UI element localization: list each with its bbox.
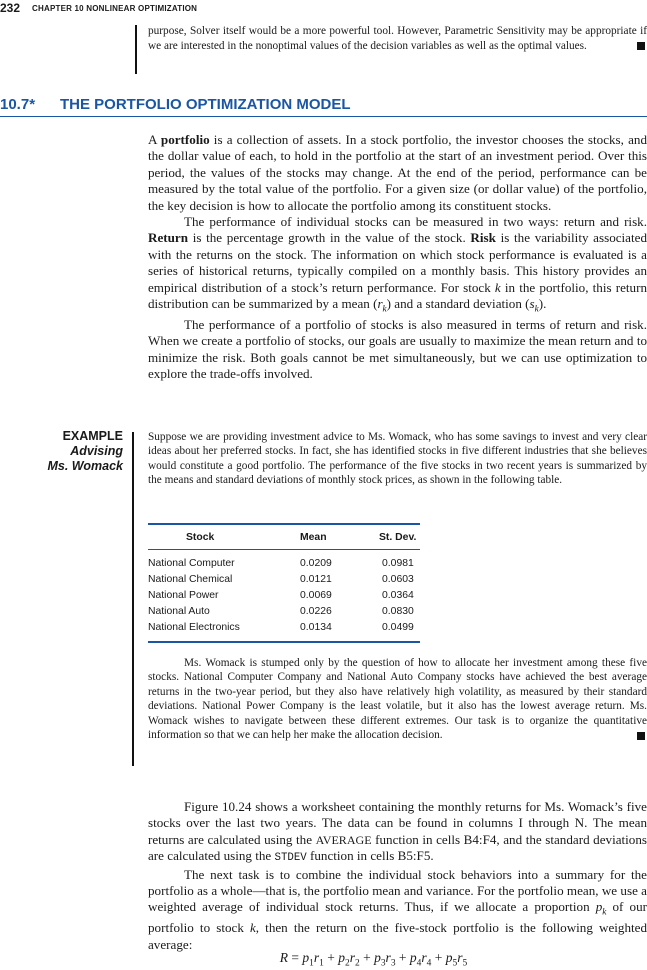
table-header-mean: Mean (300, 532, 327, 543)
example-tag: EXAMPLE (62, 429, 123, 443)
section-heading (0, 96, 647, 117)
paragraph-weighted-average: The next task is to combine the individual stock behaviors into a summary for the portfolio as a whole—that is, the portfolio mean and variance. For the portfolio mean, we use a weighted average of individual stock returns. Thus, if we allocate a proportion $p_k$ of our portfolio to stock k, then the return on the five-stock portfolio is the following weighted average: (148, 866, 647, 952)
chapter-title: CHAPTER 10 NONLINEAR OPTIMIZATION (32, 3, 198, 13)
table-cell-stock: National Chemical (148, 574, 233, 585)
example-name-line1: Advising (70, 444, 123, 458)
function-stdev: STDEV (274, 852, 307, 865)
running-header (0, 0, 197, 16)
table-cell-stdev: 0.0603 (382, 574, 414, 585)
table-cell-stdev: 0.0981 (382, 558, 414, 569)
table-header-rule (148, 549, 420, 550)
margin-rule (135, 25, 137, 74)
table-cell-stock: National Power (148, 590, 219, 601)
table-cell-mean: 0.0226 (300, 606, 332, 617)
section-number: 10.7* (0, 96, 36, 113)
paragraph-portfolio: A portfolio is a collection of assets. In a stock portfolio, the investor chooses the stocks, and the dollar value of each, to hold in the portfolio at the start of an investment period. Over this period, the values of the stocks may change. At the end of the period, performance can be measured by the total value of the portfolio. For a given size (or dollar value) of the portfolio, the key decision is how to allocate the portfolio among its constituent stocks. (148, 132, 647, 213)
table-cell-stdev: 0.0830 (382, 606, 414, 617)
table-cell-stock: National Auto (148, 606, 210, 617)
end-mark-icon (637, 732, 645, 740)
table-cell-mean: 0.0209 (300, 558, 332, 569)
table-top-rule (148, 523, 420, 525)
paragraph-goals: The performance of a portfolio of stocks is also measured in terms of return and risk. When we create a portfolio of stocks, our goals are usually to maximize the mean return and to minimize the risk. Both goals cannot be met simultaneously, but we can use optimization to explore the trade-offs involved. (148, 317, 647, 382)
term-risk: Risk (470, 230, 496, 246)
table-cell-mean: 0.0069 (300, 590, 332, 601)
table-cell-stdev: 0.0364 (382, 590, 414, 601)
term-return: Return (148, 230, 189, 246)
page-number: 232 (0, 1, 21, 15)
table-cell-stdev: 0.0499 (382, 622, 414, 633)
portfolio-return-equation: $R = p_1r_1 + p_2r_2 + p_3r_3 + p_4r_4 + p_5r_5$ (279, 950, 468, 969)
continuation-paragraph (148, 24, 647, 53)
sub-rk: k (382, 303, 387, 314)
continuation-text: purpose, Solver itself would be a more powerful tool. However, Parametric Sensitivity may be appropriate if we are interested in the nonoptimal values of the decision variables as well as the optimal values. (148, 25, 647, 52)
table-cell-stock: National Electronics (148, 622, 240, 633)
section-body-continued (148, 799, 647, 953)
end-mark-icon (637, 42, 645, 50)
section-title: THE PORTFOLIO OPTIMIZATION MODEL (60, 96, 351, 113)
example-name-line2: Ms. Womack (47, 459, 123, 473)
example-label (48, 429, 124, 474)
example-closing: Ms. Womack is stumped only by the question of how to allocate her investment among these five stocks. National Computer Company and National Auto Company stocks have achieved the best average returns in the two-year period, but they also have relatively high volatility, as measured by their standard deviations. National Power Company is the least volatile, but it also has the lowest average return. Ms. Womack wishes to navigate between these different extremes. Our task is to organize the quantitative information so that we can help her make the allocation decision. (148, 657, 647, 742)
sub-pk: k (602, 907, 607, 918)
example-rule (132, 432, 134, 766)
table-header-stock: Stock (186, 532, 215, 543)
sub-sk: k (534, 303, 539, 314)
table-cell-mean: 0.0134 (300, 622, 332, 633)
example-intro: Suppose we are providing investment advice to Ms. Womack, who has some savings to invest and very clear ideas about her preferred stocks. In fact, she has identified stocks in five different industries that she believes would constitute a good portfolio. The performance of the five stocks in two recent years is summarized by the means and standard deviations of monthly stock prices, as shown in the following table. (148, 431, 647, 487)
paragraph-worksheet: Figure 10.24 shows a worksheet containing the monthly returns for Ms. Womack’s five stocks over the last two years. The data can be found in columns I through N. The mean returns are calculated using the AVERAGE function in cells B4:F4, and the standard deviations are calculated using the STDEV function in cells B5:F5. (148, 799, 647, 865)
table-bottom-rule (148, 641, 420, 643)
table-header-stdev: St. Dev. (379, 532, 417, 543)
paragraph-return-risk: The performance of individual stocks can be measured in two ways: return and risk. Return is the percentage growth in the value of the stock. Risk is the variability associated with the returns on the stock. The information on which stock performance is evaluated is a series of historical returns, typically compiled on a monthly basis. This history provides an empirical distribution of a stock’s return performance. For stock k in the portfolio, this return distribution can be summarized by a mean $(r_k)$ and a standard deviation $(s_k)$. (148, 214, 647, 314)
table-cell-mean: 0.0121 (300, 574, 332, 585)
term-portfolio: portfolio (160, 132, 210, 147)
section-body (148, 132, 647, 383)
table-cell-stock: National Computer (148, 558, 235, 569)
function-average: AVERAGE (315, 832, 372, 847)
